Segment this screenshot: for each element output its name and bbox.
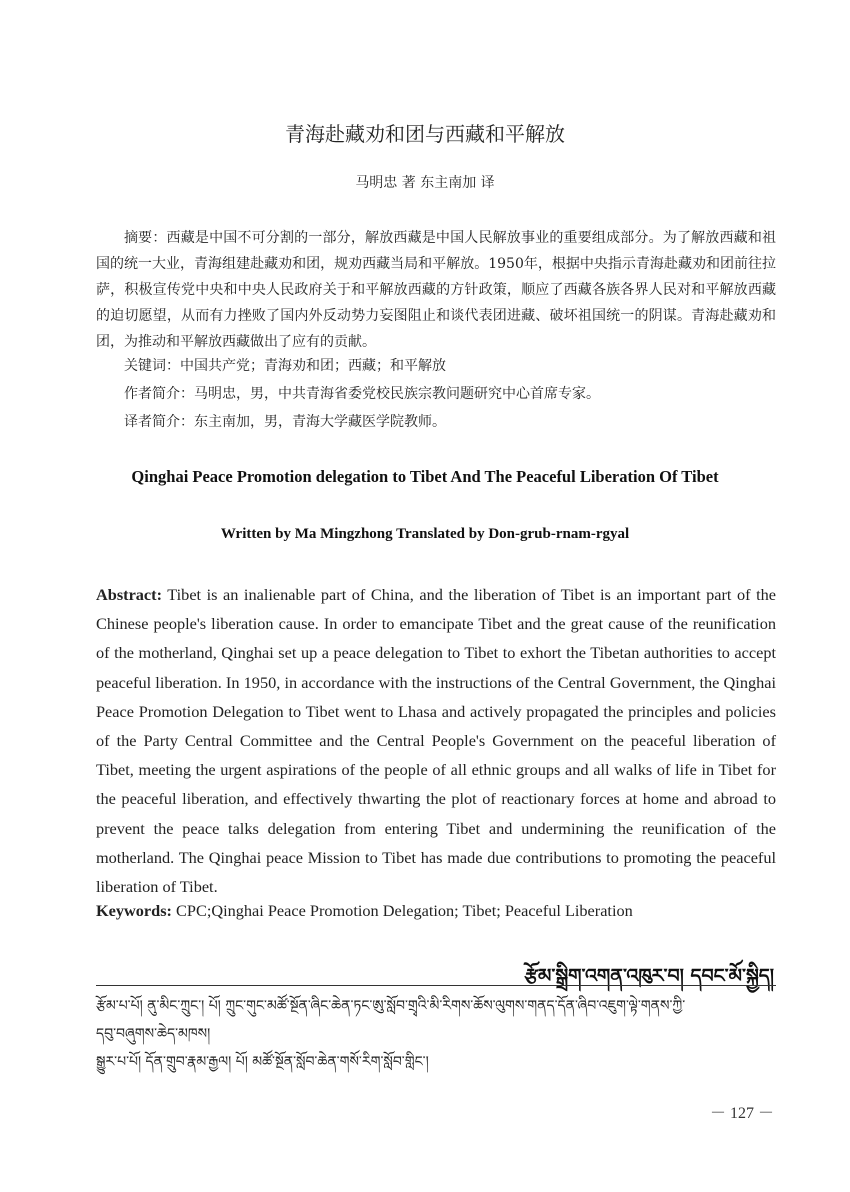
chinese-abstract-text: 西藏是中国不可分割的一部分，解放西藏是中国人民解放事业的重要组成部分。为了解放西藏和祖国的统一大业，青海组建赴藏劝和团，规劝西藏当局和平解放。1950年，根据中央指示青海赴藏劝和团前往拉萨，积极宣传党中央和中央人民政府关于和平解放西藏的方针政策，顺应了西藏各族各界人民对和平解放西藏的迫切愿望，从而有力挫败了国内外反动势力妄图阻止和谈代表团进藏、破坏祖国统一的阴谋。青海赴藏劝和团，为推动和平解放西藏做出了应有的贡献。 — [96, 230, 777, 350]
tibetan-editor-line: རྩོམ་སྒྲིག་འགན་འཁུར་བ། དབང་མོ་སྐྱིད། — [524, 965, 774, 987]
tibetan-author-line-2: དབུ་བཞུགས་ཆེད་མཁས། — [96, 1026, 211, 1042]
english-keywords — [96, 901, 776, 921]
tibetan-author-line-1: རྩོམ་པ་པོ། ནུ་མིང་ཀྲུང་། པོ། ཀྲུང་གུང་མཚོ་སྔོན་ཞིང་ཆེན་ཏང་ཨུ་སློབ་གྲྭའི་མི་རིགས་ཆོས་ལུགས་གནད་དོན་ཞིབ་འཇུག་ལྟེ་གནས་ཀྱི་ — [96, 998, 686, 1014]
chinese-title: 青海赴藏劝和团与西藏和平解放 — [285, 122, 565, 146]
chinese-authors: 马明忠 著 东主南加 译 — [355, 175, 495, 191]
chinese-author-intro-label: 作者简介： — [124, 386, 194, 402]
chinese-keywords — [124, 355, 774, 375]
english-authors: Written by Ma Mingzhong Translated by Don-grub-rnam-rgyal — [220, 526, 630, 542]
english-title: Qinghai Peace Promotion delegation to Tibet And The Peaceful Liberation Of Tibet — [131, 467, 719, 486]
tibetan-translator-line: སྒྱུར་པ་པོ། དོན་གྲུབ་རྣམ་རྒྱལ། པོ། མཚོ་སྔོན་སློབ་ཆེན་གསོ་རིག་སློབ་གླིང་། — [96, 1054, 429, 1070]
chinese-translator-intro-label: 译者简介： — [124, 414, 194, 430]
english-keywords-text: CPC;Qinghai Peace Promotion Delegation; Tibet; Peaceful Liberation — [176, 901, 633, 920]
section-divider — [96, 985, 776, 986]
chinese-author-intro — [124, 383, 774, 403]
english-abstract — [96, 580, 776, 901]
chinese-translator-intro-text: 东主南加，男，青海大学藏医学院教师。 — [194, 414, 446, 430]
english-abstract-text: Tibet is an inalienable part of China, and the liberation of Tibet is an important part of the Chinese people's liberation cause. In order to emancipate Tibet and the great cause of the reunification of the motherland, Qinghai set up a peace delegation to Tibet to exhort the Tibetan authorities to accept peaceful liberation. In 1950, in accordance with the instructions of the Central Government, the Qinghai Peace Promotion Delegation to Tibet went to Lhasa and actively propagated the principles and policies of the Party Central Committee and the Central People's Government on the peaceful liberation of Tibet, meeting the urgent aspirations of the people of all ethnic groups and all walks of life in Tibet for the peaceful liberation, and effectively thwarting the plot of reactionary forces at home and abroad to prevent the peace talks delegation from entering Tibet and undermining the reunification of the motherland. The Qinghai peace Mission to Tibet has made due contributions to promoting the peaceful liberation of Tibet. — [96, 585, 777, 897]
chinese-abstract — [96, 225, 776, 355]
chinese-author-intro-text: 马明忠，男，中共青海省委党校民族宗教问题研究中心首席专家。 — [194, 386, 600, 402]
chinese-keywords-text: 中国共产党；青海劝和团；西藏；和平解放 — [180, 358, 446, 374]
page-number: － 127 － — [709, 1105, 774, 1122]
chinese-translator-intro — [124, 411, 774, 431]
english-abstract-label: Abstract: — [96, 585, 163, 604]
chinese-abstract-label: 摘要： — [124, 230, 167, 246]
english-keywords-label: Keywords: — [96, 901, 172, 920]
chinese-keywords-label: 关键词： — [124, 358, 180, 374]
